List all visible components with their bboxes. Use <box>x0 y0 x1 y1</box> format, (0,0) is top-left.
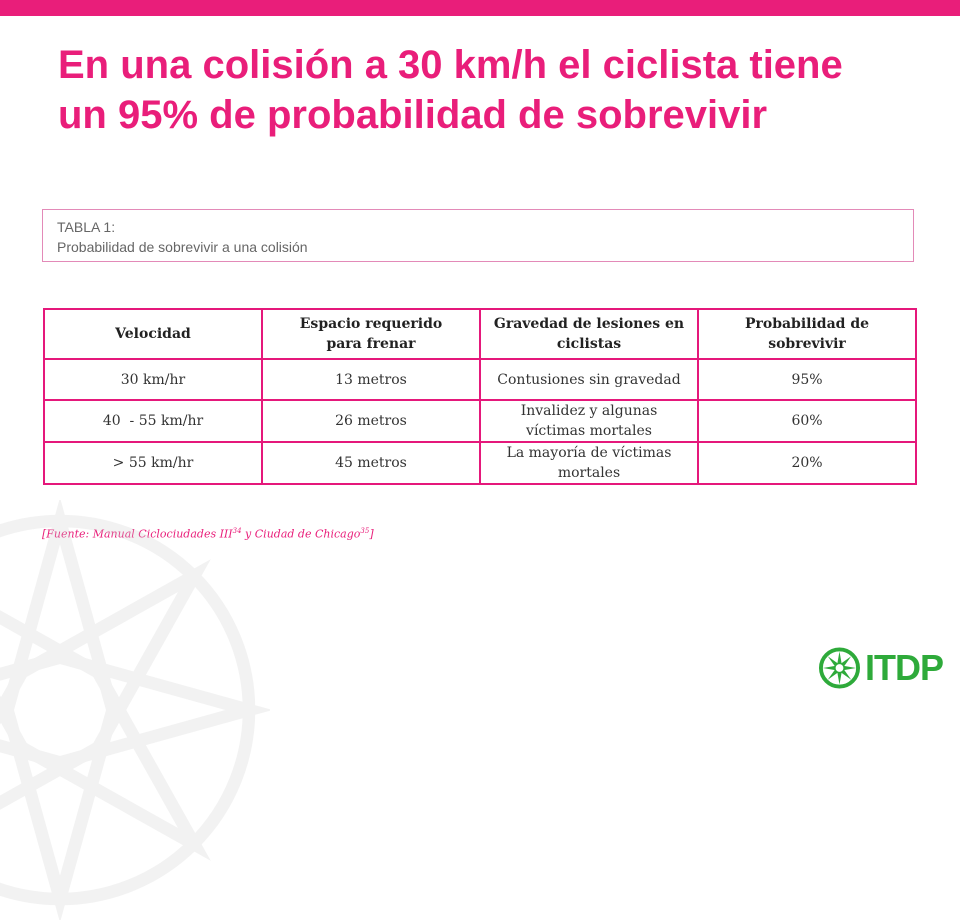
cell-line: La mayoría de víctimas <box>506 445 672 461</box>
slide-title <box>58 40 938 140</box>
table-row <box>44 442 916 484</box>
header-espacio <box>262 309 480 359</box>
cell-probabilidad: 20% <box>698 442 916 484</box>
header-line: Espacio requerido <box>299 316 443 332</box>
slide-title-line-2: un 95% de probabilidad de sobrevivir <box>58 93 768 137</box>
itdp-logo <box>818 644 943 692</box>
cell-line: víctimas mortales <box>526 423 652 439</box>
top-accent-bar <box>0 0 960 16</box>
header-probabilidad <box>698 309 916 359</box>
caption-label: TABLA 1: <box>57 219 116 235</box>
header-velocidad <box>44 309 262 359</box>
survival-table <box>43 308 917 485</box>
itdp-star-icon <box>818 646 861 690</box>
header-line: Velocidad <box>115 326 191 342</box>
cell-espacio: 26 metros <box>262 400 480 442</box>
source-ref-2: 35 <box>360 527 370 535</box>
table-row <box>44 359 916 400</box>
table-header-row <box>44 309 916 359</box>
cell-line: Contusiones sin gravedad <box>497 371 681 388</box>
table-caption <box>42 209 914 262</box>
header-line: sobrevivir <box>768 336 846 352</box>
cell-velocidad: 30 km/hr <box>44 359 262 400</box>
cell-velocidad: > 55 km/hr <box>44 442 262 484</box>
background-star-watermark-icon <box>0 500 270 920</box>
caption-text: Probabilidad de sobrevivir a una colisión <box>57 239 308 255</box>
cell-line: mortales <box>557 465 621 481</box>
source-middle: y Ciudad de Chicago <box>241 527 361 541</box>
source-prefix: [Fuente: Manual Ciclociudades III <box>42 527 233 541</box>
header-line: Probabilidad de <box>744 316 870 332</box>
cell-gravedad <box>480 400 698 442</box>
logo-text: ITDP <box>864 647 943 688</box>
cell-line: Invalidez y algunas <box>520 403 658 419</box>
table-row <box>44 400 916 442</box>
source-suffix: ] <box>369 527 374 541</box>
header-line: ciclistas <box>556 336 622 352</box>
slide-title-line-1: En una colisión a 30 km/h el ciclista tiene <box>58 43 843 87</box>
cell-espacio: 45 metros <box>262 442 480 484</box>
cell-gravedad <box>480 442 698 484</box>
cell-gravedad <box>480 359 698 400</box>
header-gravedad <box>480 309 698 359</box>
source-ref-1: 34 <box>232 527 242 535</box>
cell-probabilidad: 95% <box>698 359 916 400</box>
header-line: Gravedad de lesiones en <box>493 316 685 332</box>
cell-velocidad: 40 - 55 km/hr <box>44 400 262 442</box>
cell-probabilidad: 60% <box>698 400 916 442</box>
header-line: para frenar <box>326 336 416 352</box>
cell-espacio: 13 metros <box>262 359 480 400</box>
